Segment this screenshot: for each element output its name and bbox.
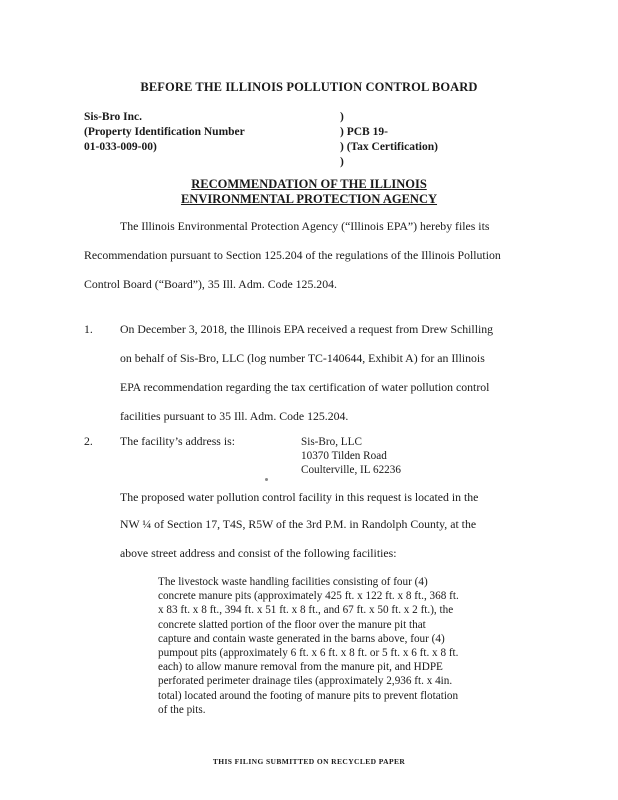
item1-line: on behalf of Sis-Bro, LLC (log number TC-140644, Exhibit A) for an Illinois	[120, 351, 485, 365]
facilities-description	[158, 575, 459, 717]
caption-line: (Property Identification Number	[84, 126, 245, 138]
caption-line: Sis-Bro Inc.	[84, 111, 142, 123]
facilities-line: concrete slatted portion of the floor over the manure pit that	[158, 618, 426, 631]
address-line: Coulterville, IL 62236	[301, 464, 401, 476]
case-caption-docket	[340, 110, 438, 170]
recycled-paper-footer: THIS FILING SUBMITTED ON RECYCLED PAPER	[212, 757, 406, 766]
facilities-line: of the pits.	[158, 703, 206, 716]
facility-address	[301, 435, 401, 477]
item-number: 1.	[84, 322, 93, 336]
item1-line: facilities pursuant to 35 Ill. Adm. Code 125.204.	[120, 409, 349, 423]
facilities-line: concrete manure pits (approximately 425 ft. x 122 ft. x 8 ft., 368 ft.	[158, 590, 459, 603]
case-caption-parties	[84, 110, 245, 155]
facilities-line: pumpout pits (approximately 6 ft. x 6 ft. x 8 ft. or 5 ft. x 6 ft. x 8 ft.	[158, 647, 459, 660]
facilities-line: The livestock waste handling facilities consisting of four (4)	[158, 576, 428, 588]
address-label: The facility’s address is:	[120, 434, 235, 448]
caption-line: )	[340, 111, 344, 123]
item1-line: On December 3, 2018, the Illinois EPA received a request from Drew Schilling	[120, 322, 494, 336]
title-line: RECOMMENDATION OF THE ILLINOIS	[191, 177, 427, 191]
item-number: 2.	[84, 434, 93, 448]
board-heading: BEFORE THE ILLINOIS POLLUTION CONTROL BOARD	[140, 80, 478, 94]
item1-line: EPA recommendation regarding the tax certification of water pollution control	[120, 380, 490, 394]
title-line: ENVIRONMENTAL PROTECTION AGENCY	[180, 192, 438, 206]
document-title	[0, 177, 618, 207]
intro-line: Recommendation pursuant to Section 125.204 of the regulations of the Illinois Pollution	[84, 248, 501, 262]
caption-line: ) PCB 19-	[340, 126, 388, 138]
caption-line: )	[340, 156, 344, 168]
intro-line: Control Board (“Board”), 35 Ill. Adm. Code 125.204.	[84, 277, 337, 291]
caption-line: ) (Tax Certification)	[340, 141, 438, 153]
address-line: 10370 Tilden Road	[301, 450, 387, 462]
item2-line: above street address and consist of the following facilities:	[120, 546, 397, 560]
facilities-line: perforated perimeter drainage tiles (approximately 2,936 ft. x 4in.	[158, 675, 453, 688]
scan-speck	[265, 478, 268, 481]
item2-line: The proposed water pollution control facility in this request is located in the	[120, 490, 479, 504]
facilities-line: each) to allow manure removal from the manure pit, and HDPE	[158, 661, 443, 674]
item2-line: NW ¼ of Section 17, T4S, R5W of the 3rd P.M. in Randolph County, at the	[120, 517, 477, 531]
caption-line: 01-033-009-00)	[84, 141, 157, 153]
facilities-line: x 83 ft. x 8 ft., 394 ft. x 51 ft. x 8 ft., and 67 ft. x 50 ft. x 2 ft.), the	[158, 604, 454, 617]
intro-line: The Illinois Environmental Protection Agency (“Illinois EPA”) hereby files its	[120, 219, 490, 233]
address-line: Sis-Bro, LLC	[301, 436, 362, 448]
facilities-line: capture and contain waste generated in the barns above, four (4)	[158, 632, 445, 645]
facilities-line: total) located around the footing of manure pits to prevent flotation	[158, 689, 459, 702]
